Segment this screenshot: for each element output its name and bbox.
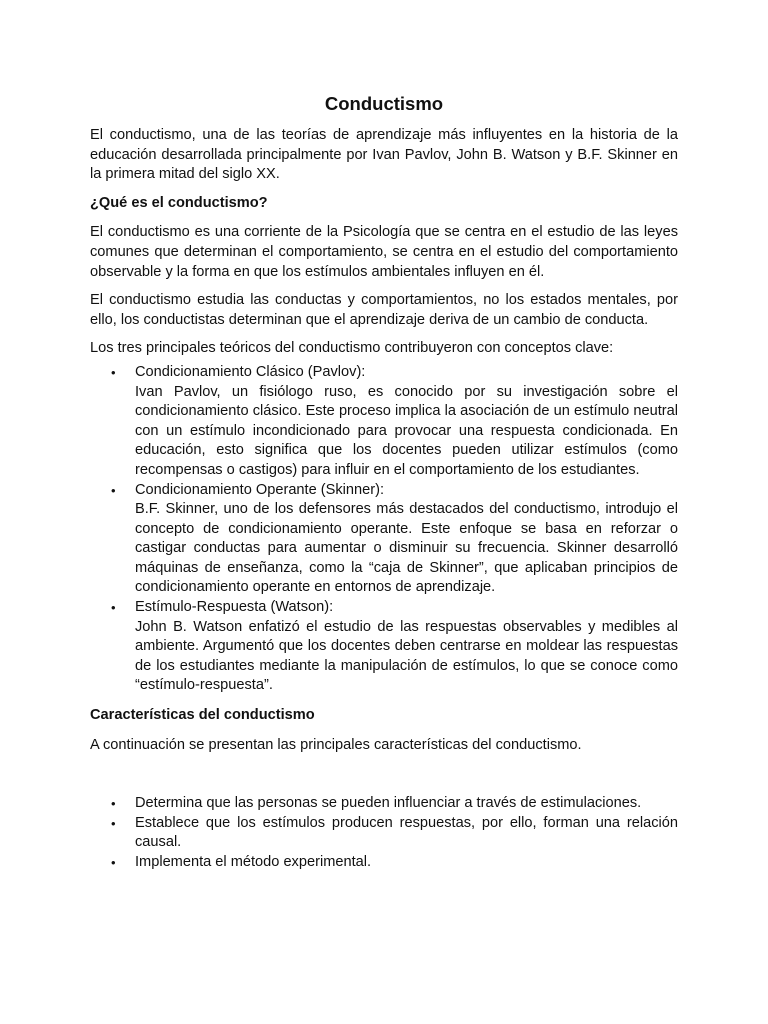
definition-paragraph: El conductismo es una corriente de la Psicología que se centra en el estudio de las leyes comunes que determinan el comportamiento, se centra en el estudio del comportamiento observable y la forma en que los estímulos ambientales influyen en él. — [90, 224, 678, 280]
list-item-title: Condicionamiento Operante (Skinner): — [135, 481, 385, 498]
study-paragraph: El conductismo estudia las conductas y comportamientos, no los estados mentales, por ello, los conductistas determinan que el aprendizaje deriva de un cambio de conducta. — [90, 292, 678, 328]
list-item-body: John B. Watson enfatizó el estudio de las respuestas observables y medibles al ambiente. Argumentó que los docentes deben centrarse en moldear las respuestas de los estudiantes mediante la manipulación de estímulos, lo que se conoce como “estímulo-respuesta”. — [135, 618, 678, 694]
list-item-pavlov — [90, 363, 678, 481]
bullet-icon: • — [111, 796, 116, 812]
bullet-icon: • — [111, 815, 116, 831]
list-item-body: B.F. Skinner, uno de los defensores más destacados del conductismo, introdujo el concepto de condicionamiento operante. Este enfoque se basa en reforzar o castigar conductas para aumentar o disminuir su frecuencia. Skinner desarrolló máquinas de enseñanza, como la “caja de Skinner”, que aplicaban principios de condicionamiento operante en entornos de aprendizaje. — [135, 501, 678, 596]
blank-line — [90, 764, 678, 794]
list-item-body: Ivan Pavlov, un fisiólogo ruso, es conocido por su investigación sobre el condicionamiento clásico. Este proceso implica la asociación de un estímulo neutral con un estímulo incondicionado para provocar una respuesta condicionada. En educación, esto significa que los docentes pueden utilizar estímulos (como recompensas o castigos) para influir en el comportamiento de los estudiantes. — [135, 383, 678, 478]
list-item — [90, 814, 678, 853]
characteristics-intro-paragraph: A continuación se presentan las principales características del conductismo. — [90, 736, 582, 753]
document-page — [90, 92, 678, 883]
list-item-title: Condicionamiento Clásico (Pavlov): — [135, 363, 366, 380]
list-item — [90, 794, 678, 814]
list-item-watson — [90, 598, 678, 696]
section-heading-caracteristicas: Características del conductismo — [90, 707, 315, 724]
theorists-list — [90, 363, 678, 696]
list-item — [90, 853, 678, 873]
list-item-title: Estímulo-Respuesta (Watson): — [135, 599, 334, 616]
bullet-icon: • — [111, 364, 116, 380]
theorists-intro-paragraph: Los tres principales teóricos del conductismo contribuyeron con conceptos clave: — [90, 340, 614, 357]
characteristics-list — [90, 794, 678, 872]
document-title: Conductismo — [324, 93, 444, 114]
bullet-icon: • — [111, 855, 116, 870]
list-item-skinner — [90, 481, 678, 599]
list-item-text: Determina que las personas se pueden influenciar a través de estimulaciones. — [135, 795, 642, 812]
bullet-icon: • — [111, 600, 116, 616]
list-item-text: Establece que los estímulos producen respuestas, por ello, forman una relación causal. — [135, 814, 678, 851]
section-heading-que-es: ¿Qué es el conductismo? — [90, 194, 268, 211]
list-item-text: Implementa el método experimental. — [135, 854, 372, 870]
intro-paragraph: El conductismo, una de las teorías de aprendizaje más influyentes en la historia de la educación desarrollada principalmente por Ivan Pavlov, John B. Watson y B.F. Skinner en la primera mitad del siglo XX. — [90, 127, 678, 183]
bullet-icon: • — [111, 482, 116, 498]
